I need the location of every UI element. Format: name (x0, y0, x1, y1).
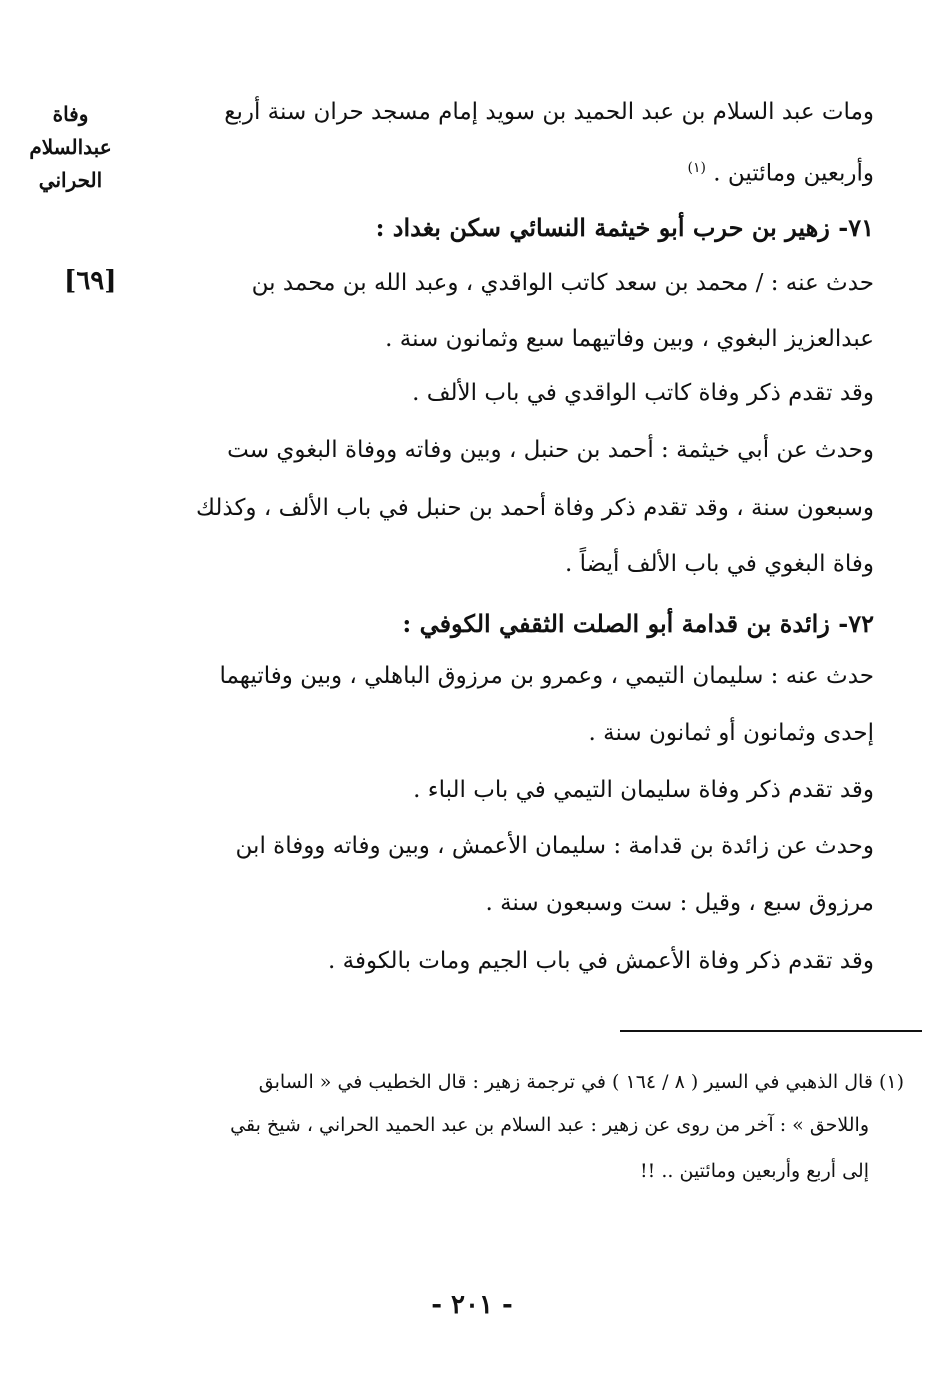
text-line: حدث عنه : سليمان التيمي ، وعمرو بن مرزوق الباهلي ، وبين وفاتيهما (219, 663, 874, 689)
text-line: ومات عبد السلام بن عبد الحميد بن سويد إمام مسجد حران سنة أربع (224, 99, 874, 125)
footnote-line: (١) قال الذهبي في السير ( ٨ / ١٦٤ ) في ترجمة زهير : قال الخطيب في « السابق (258, 1071, 904, 1093)
entry-heading: ٧٢- زائدة بن قدامة أبو الصلت الثقفي الكوفي : (402, 609, 874, 638)
text-line (139, 148, 874, 194)
text-line: وفاة البغوي في باب الألف أيضاً . (565, 551, 874, 577)
margin-note-line: وفاة (52, 102, 89, 126)
text-line: إحدى وثمانون أو ثمانون سنة . (588, 720, 874, 746)
footnote-marker: (١) (687, 160, 706, 176)
text-line: وقد تقدم ذكر وفاة سليمان التيمي في باب الباء . (413, 777, 874, 803)
entry-heading: ٧١- زهير بن حرب أبو خيثمة النسائي سكن بغداد : (375, 213, 874, 242)
text-line: عبدالعزيز البغوي ، وبين وفاتيهما سبع وثمانون سنة . (385, 326, 874, 352)
text-line: وقد تقدم ذكر وفاة كاتب الواقدي في باب الألف . (412, 380, 874, 406)
text-line: وحدث عن زائدة بن قدامة : سليمان الأعمش ، وبين وفاته ووفاة ابن (235, 833, 874, 859)
manuscript-page-ref: [٦٩] (64, 266, 117, 296)
text-line: مرزوق سبع ، وقيل : ست وسبعون سنة . (485, 890, 874, 916)
footnote-separator (620, 1030, 922, 1032)
margin-note-line: عبدالسلام (29, 135, 112, 159)
footnote-line: واللاحق » : آخر من روى عن زهير : عبد السلام بن عبد الحميد الحراني ، شيخ بقي (230, 1114, 869, 1136)
footnote-line: إلى أربع وأربعين ومائتين .. !! (640, 1160, 869, 1182)
margin-note (18, 98, 123, 197)
text-span: وأربعين ومائتين . (713, 160, 874, 187)
margin-note-line: الحراني (38, 168, 103, 192)
text-line: وقد تقدم ذكر وفاة الأعمش في باب الجيم ومات بالكوفة . (328, 948, 874, 974)
text-line: وحدث عن أبي خيثمة : أحمد بن حنبل ، وبين وفاته ووفاة البغوي ست (227, 437, 874, 463)
text-line: حدث عنه : / محمد بن سعد كاتب الواقدي ، وعبد الله بن محمد بن (251, 270, 874, 296)
text-line: وسبعون سنة ، وقد تقدم ذكر وفاة أحمد بن حنبل في باب الألف ، وكذلك (196, 495, 874, 521)
page-number: - ٢٠١ - (431, 1290, 513, 1320)
